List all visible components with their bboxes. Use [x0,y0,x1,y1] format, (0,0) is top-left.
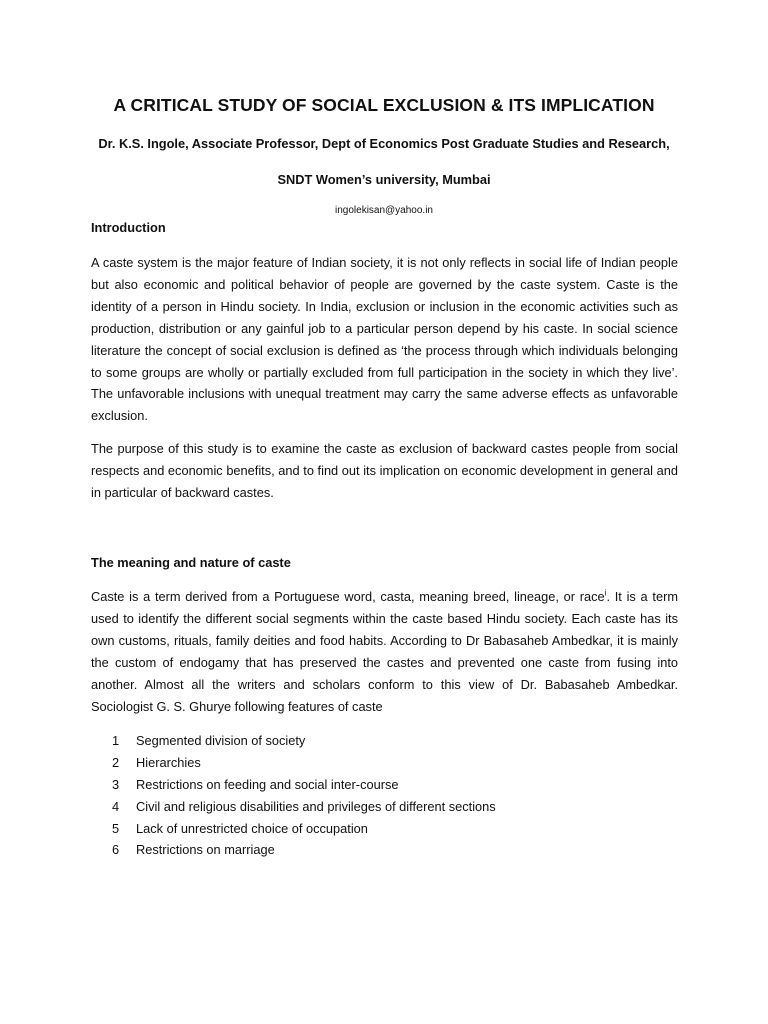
list-item [112,818,496,840]
list-item [112,796,496,818]
meaning-paragraph [91,586,678,717]
list-item-text: Restrictions on marriage [136,842,275,858]
list-item [112,839,496,861]
caste-features-list [112,730,496,861]
meaning-paragraph-rest: . It is a term used to identify the different social segments within the caste based Hindu society. Each caste has its own customs, rituals, family deities and food habits. According to Dr Babasaheb Ambedkar, it is mainly the custom of endogamy that has preserved the castes and prevented one caste from fusing into another. Almost all the writers and scholars conform to this view of Dr. Babasaheb Ambedkar. Sociologist G. S. Ghurye following features of caste [91,589,678,714]
list-item-number: 4 [112,798,120,814]
introduction-heading: Introduction [91,220,166,235]
list-item-text: Restrictions on feeding and social inter-course [136,776,399,792]
author-email: ingolekisan@yahoo.in [335,205,433,216]
footnote-marker: i [604,588,607,598]
list-item-number: 2 [112,754,120,770]
list-item-number: 3 [112,776,120,792]
paper-title: A CRITICAL STUDY OF SOCIAL EXCLUSION & ITS IMPLICATION [113,95,655,115]
list-item [112,774,496,796]
list-item-text: Hierarchies [136,754,201,770]
list-item [112,730,496,752]
author-affiliation-line: Dr. K.S. Ingole, Associate Professor, Dept of Economics Post Graduate Studies and Research, [98,136,670,151]
meaning-paragraph-start: Caste is a term derived from a Portuguese word, casta, meaning breed, lineage, or race [91,589,605,604]
list-item-number: 6 [112,842,120,858]
meaning-heading: The meaning and nature of caste [91,555,291,570]
list-item-text: Civil and religious disabilities and privileges of different sections [136,798,496,814]
university-line: SNDT Women’s university, Mumbai [277,172,491,187]
list-item-text: Lack of unrestricted choice of occupation [136,820,368,836]
list-item-number: 1 [112,733,120,748]
list-item-number: 5 [112,820,120,836]
introduction-paragraph-2: The purpose of this study is to examine the caste as exclusion of backward castes people from social respects and economic benefits, and to find out its implication on economic development in general and in particular of backward castes. [91,441,678,500]
list-item-text: Segmented division of society [136,733,306,748]
list-item [112,752,496,774]
introduction-paragraph-1: A caste system is the major feature of Indian society, it is not only reflects in social life of Indian people but also economic and political behavior of people are governed by the caste system. Caste is the identity of a person in Hindu society. In India, exclusion or inclusion in the economic activities such as production, distribution or any gainful job to a particular person depend by his caste. In social science literature the concept of social exclusion is defined as ‘the process through which individuals belonging to some groups are wholly or partially excluded from full participation in the society in which they live’. The unfavorable inclusions with unequal treatment may carry the same adverse effects as unfavorable exclusion. [91,255,678,424]
